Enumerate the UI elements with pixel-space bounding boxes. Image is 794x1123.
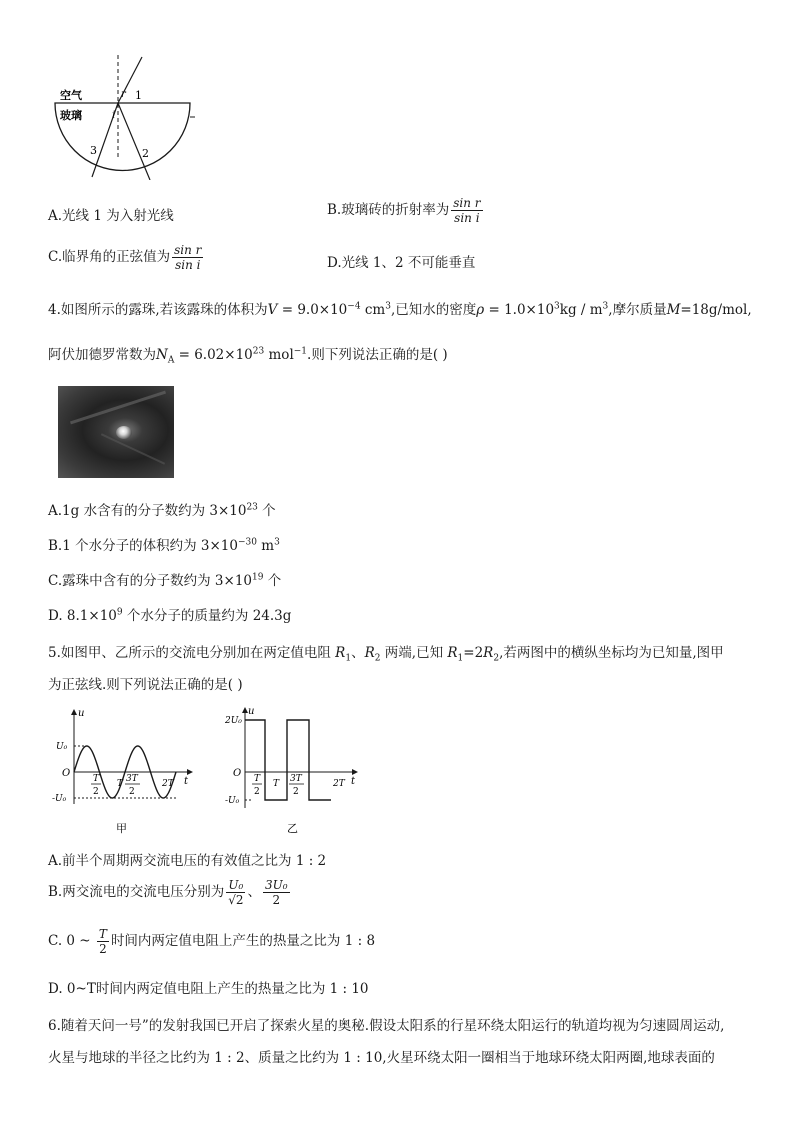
q4-option-b: B.1 个水分子的体积约为 $3\times 10^{-30}$ $m^3$ <box>48 537 280 554</box>
q5-option-a: A.前半个周期两交流电压的有效值之比为 1 : 2 <box>48 853 327 869</box>
q4-line1: 4.如图所示的露珠,若该露珠的体积为$V = 9.0\times 10^{-4}$ $cm^3$,已知水的密度$\rho = 1.0\times 10^3kg / m^3$,摩尔质量M=18g/mol, <box>48 301 752 318</box>
q4-option-a: A.1g 水含有的分子数约为 $3\times 10^{23}$ 个 <box>48 502 276 519</box>
ray1-label: 1 <box>135 89 142 102</box>
q5-option-d: D. 0~T时间内两定值电阻上产生的热量之比为 1 : 10 <box>48 981 369 997</box>
refraction-figure <box>50 55 200 180</box>
svg-text:2T: 2T <box>333 779 345 789</box>
q5-option-b: B.两交流电的交流电压分别为 $\frac{\text{U₀}}{√2}$ 、 $\frac{\text{3U₀}}{2}$ <box>48 878 288 907</box>
svg-text:-U₀: -U₀ <box>52 794 67 804</box>
q4-line2: 阿伏加德罗常数为$N_A = 6.02\times 10^{23}$ mol$^{-1}$.则下列说法正确的是( ) <box>48 346 448 366</box>
q4-option-c: C.露珠中含有的分子数约为 $3\times 10^{19}$ 个 <box>48 572 282 589</box>
glass-label: 玻璃 <box>60 109 82 122</box>
q3-option-b: B.玻璃砖的折射率为 $\frac{\text{sin r}}{\text{sin i}}$ <box>327 196 481 225</box>
dewdrop-photo <box>58 386 174 478</box>
svg-text:T: T <box>273 779 280 789</box>
svg-text:t: t <box>184 776 189 787</box>
svg-text:u: u <box>248 706 255 717</box>
svg-text:2: 2 <box>254 787 260 797</box>
svg-text:-U₀: -U₀ <box>225 796 240 806</box>
svg-text:3T: 3T <box>126 774 138 784</box>
svg-text:乙: 乙 <box>287 822 298 835</box>
svg-text:u: u <box>78 708 85 719</box>
ray2-label: 2 <box>142 147 149 160</box>
svg-text:3T: 3T <box>290 774 302 784</box>
svg-text:T: T <box>254 774 261 784</box>
graph-yi <box>225 704 365 839</box>
angle-r-label: r <box>121 89 126 100</box>
fraction-b: $\frac{\text{sin r}}{\text{sin i}}$ <box>453 196 481 225</box>
graph-jia <box>50 704 200 839</box>
dewdrop <box>116 426 132 439</box>
svg-text:甲: 甲 <box>116 822 127 835</box>
q4-option-d: D. $8.1\times 10^9$ 个水分子的质量约为 24.3g <box>48 607 292 624</box>
q6-line2: 火星与地球的半径之比约为 1 : 2、质量之比约为 1 : 10,火星环绕太阳一圈相当于地球环绕太阳两圈,地球表面的 <box>48 1050 715 1066</box>
svg-text:O: O <box>62 768 71 779</box>
q5-line2: 为正弦线.则下列说法正确的是( ) <box>48 677 243 693</box>
air-label: 空气 <box>60 89 82 102</box>
svg-text:U₀: U₀ <box>56 742 68 752</box>
ray3-label: 3 <box>90 144 97 157</box>
q3-option-a: A.光线 1 为入射光线 <box>48 208 174 224</box>
fraction-c: $\frac{\text{sin r}}{\text{sin i}}$ <box>174 243 202 272</box>
svg-text:2: 2 <box>129 787 135 797</box>
svg-text:2U₀: 2U₀ <box>225 716 242 726</box>
angle-i-label: i <box>112 110 116 121</box>
svg-text:T: T <box>93 774 100 784</box>
q3-option-c: C.临界角的正弦值为 $\frac{\text{sin r}}{\text{sin i}}$ <box>48 243 202 272</box>
svg-text:O: O <box>233 768 242 779</box>
svg-text:t: t <box>351 776 356 787</box>
svg-text:2T: 2T <box>162 779 174 789</box>
q3-option-d: D.光线 1、2 不可能垂直 <box>327 255 476 271</box>
q5-option-c: C. 0 ~ $\frac{T}{2}$ 时间内两定值电阻上产生的热量之比为 1 : 8 <box>48 927 376 956</box>
svg-text:T: T <box>117 779 124 789</box>
q5-line1: 5.如图甲、乙所示的交流电分别加在两定值电阻 $R_1$、$R_2$ 两端,已知 $R_1=2R_2$,若两图中的横纵坐标均为已知量,图甲 <box>48 645 724 664</box>
svg-text:2: 2 <box>93 787 99 797</box>
q6-line1: 6.随着天问一号”的发射我国已开启了探索火星的奥秘.假设太阳系的行星环绕太阳运行的轨道均视为匀速圆周运动, <box>48 1018 725 1034</box>
svg-text:2: 2 <box>293 787 299 797</box>
